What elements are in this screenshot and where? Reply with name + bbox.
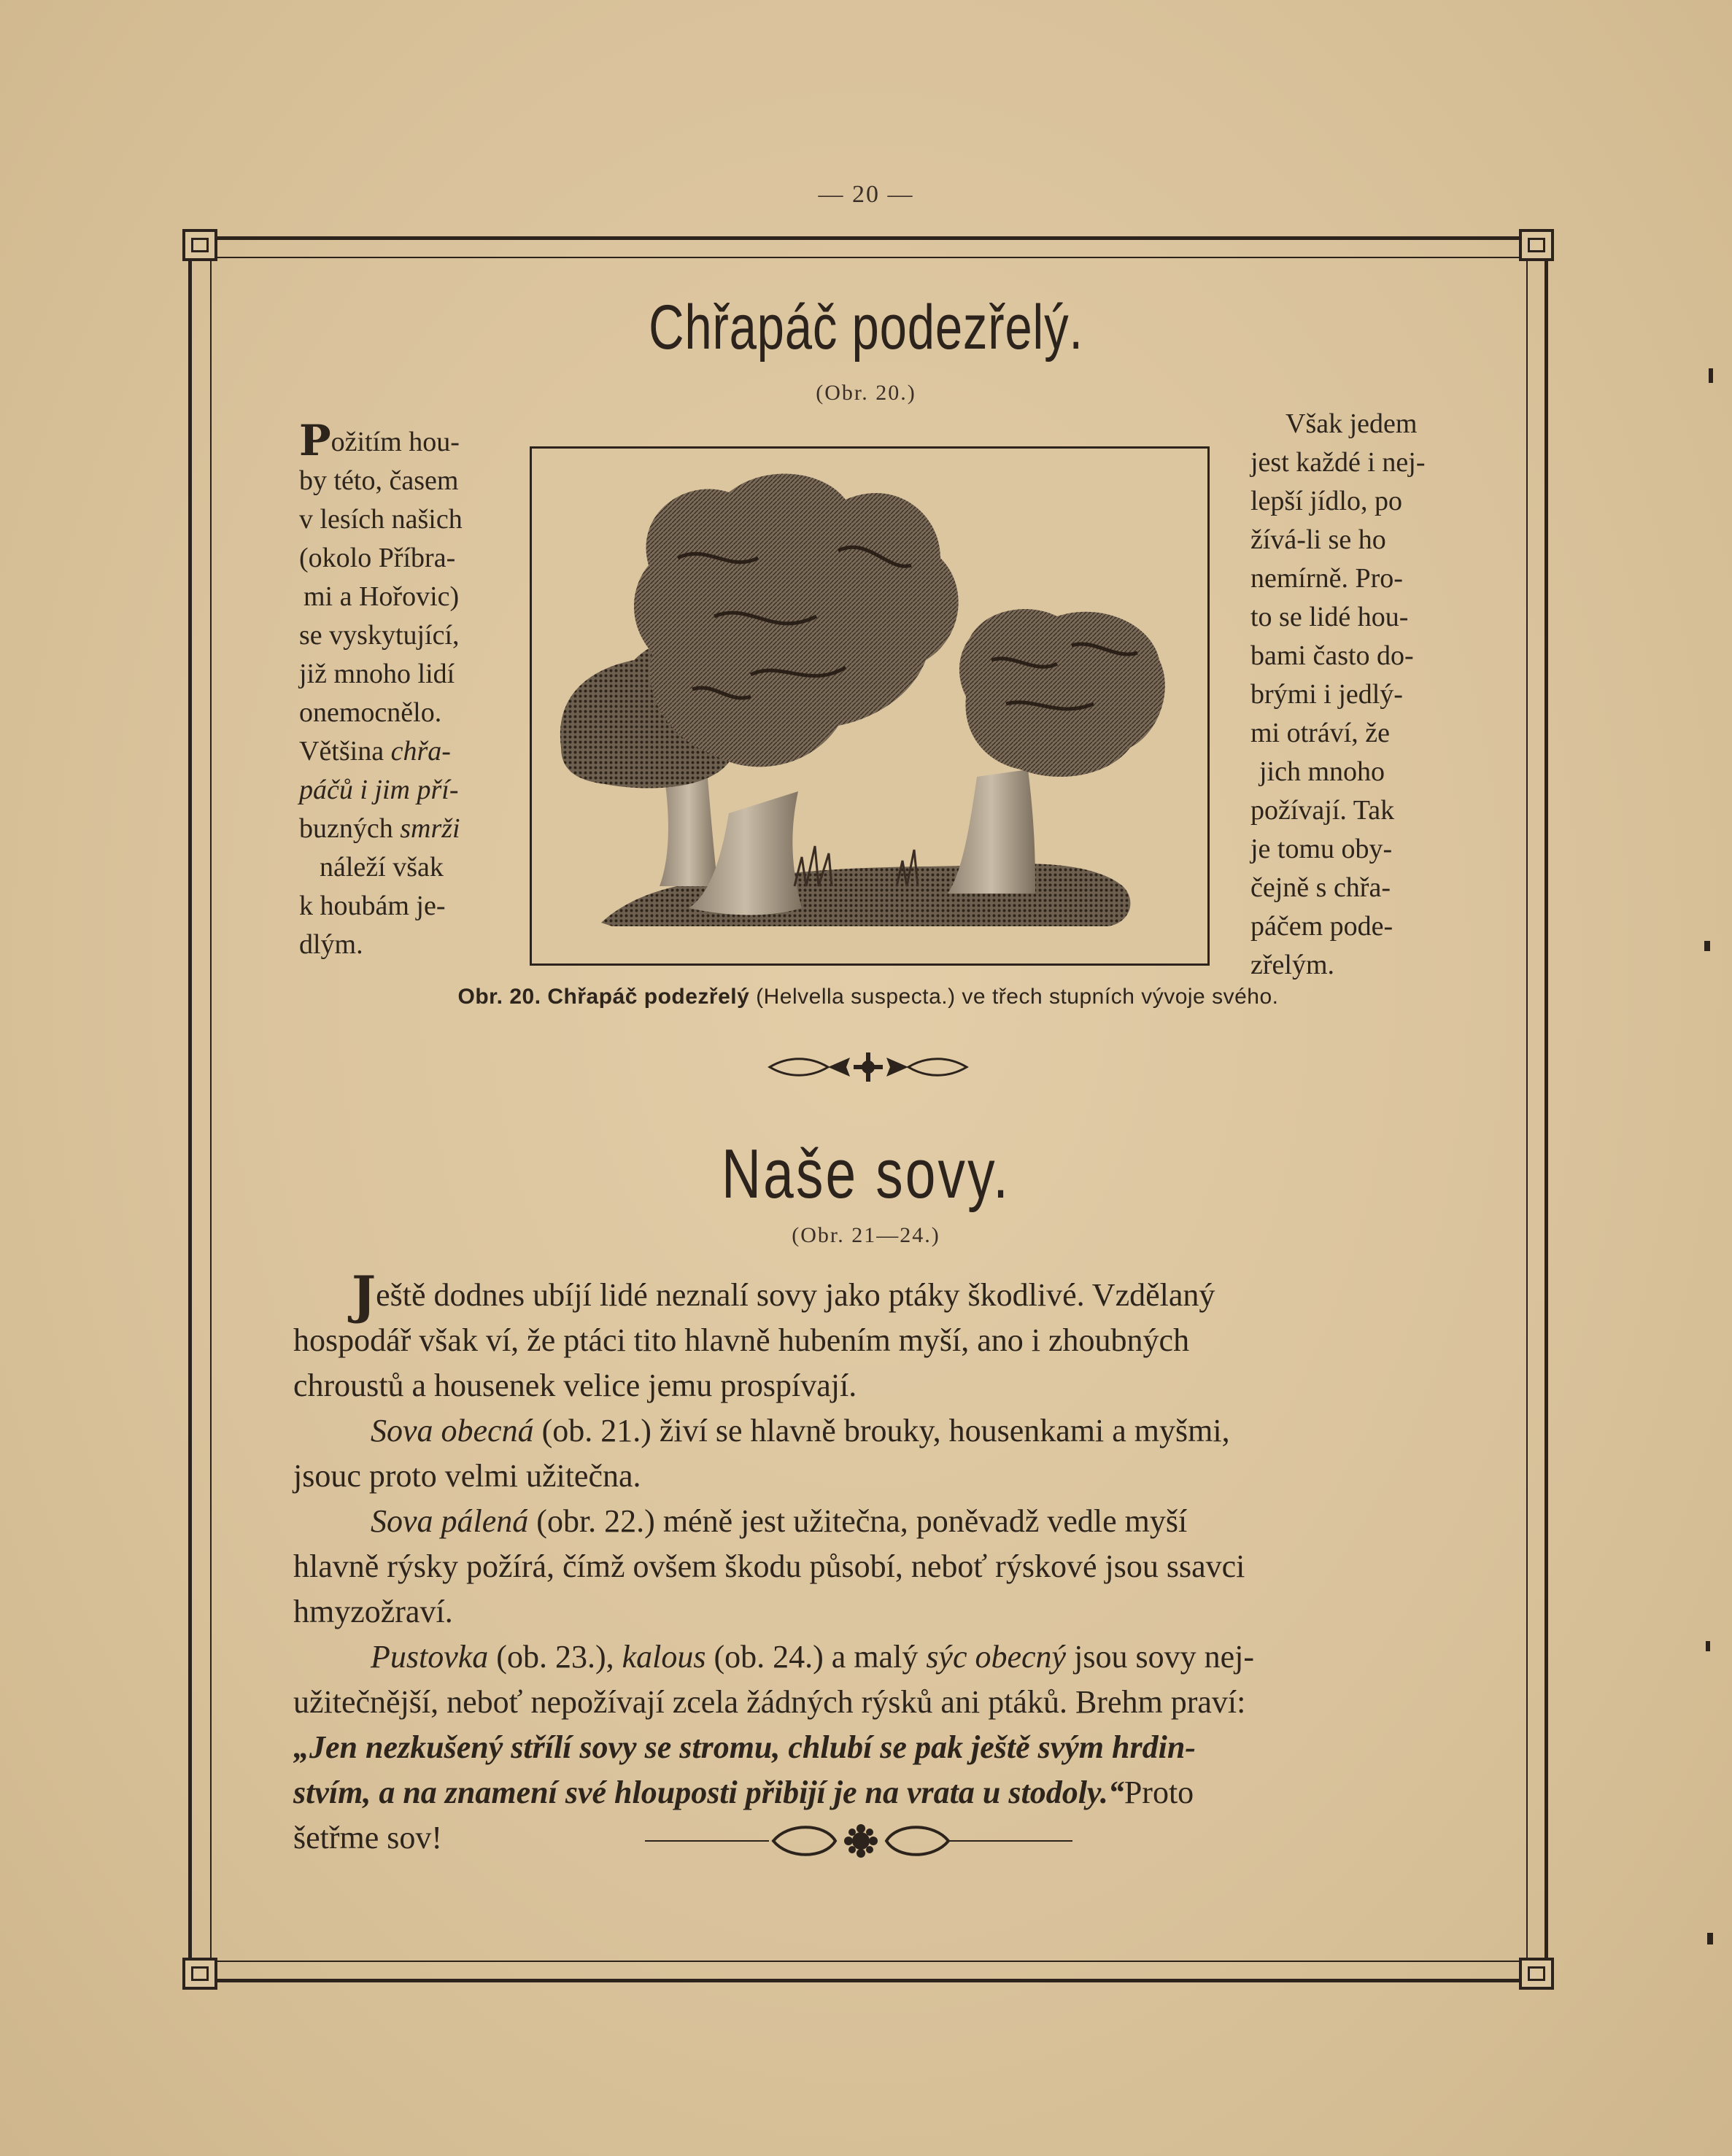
scan-speck <box>1709 368 1713 383</box>
scan-speck <box>1704 941 1710 951</box>
paragraph-line: Pustovka (ob. 23.), kalous (ob. 24.) a malý sýc obecný jsou sovy nej- <box>371 1639 1254 1675</box>
article-body: Ještě dodnes ubíjí lidé neznalí sovy jako ptáky škodlivé. Vzdělaný hospodář však ví, že ptáci tito hlavně hubením myší, ano i zhoubných chroustů a housenek velice jemu prospívají. Sova obecná (ob. 21.) živí se hlavně brouky, housenkami a myšmi, jsouc proto velmi užitečna. Sova pálená (obr. 22.) méně jest užitečna, poněvadž vedle myší hlavně rýsky požírá, čímž ovšem škodu působí, neboť rýskové jsou ssavci hmyzožraví. Pustovka (ob. 23.), kalous (ob. 24.) a malý sýc obecný jsou sovy nej- užitečnější, neboť nepožívají zcela žádných rýsků ani ptáků. Brehm praví: „Jen nezkušený střílí sovy se stromu, chlubí se pak ještě svým hrdin- stvím, a na znamení své hlouposti přibijí je na vrata u stodoly.“ Proto šetřme sov! <box>293 1273 1439 1861</box>
divider-rule <box>645 1840 769 1842</box>
scan-speck <box>1706 1641 1710 1651</box>
article-figure-ref: (Obr. 21—24.) <box>792 1223 940 1247</box>
paragraph-line: stvím, a na znamení své hlouposti přibijí je na vrata u stodoly.“ Proto <box>293 1775 1194 1810</box>
article-figure-ref: (Obr. 20.) <box>816 381 916 405</box>
drop-cap: J <box>352 1265 376 1325</box>
scan-speck <box>1707 1933 1713 1944</box>
left-text-column: Požitím hou- by této, časem v lesích našich (okolo Příbra- mi a Hořovic) se vyskytující, již mnoho lidí onemocnělo. Většina chřa- páčů i jim pří- buzných smrži náleží však k houbám je- dlým. <box>299 416 463 960</box>
frame-corner-ornament <box>182 1958 217 1990</box>
paragraph-line: Sova obecná (ob. 21.) živí se hlavně brouky, housenkami a myšmi, <box>371 1413 1230 1449</box>
frame-corner-ornament <box>182 229 217 261</box>
figure-caption: Obr. 20. Chřapáč podezřelý (Helvella suspecta.) ve třech stupních vývoje svého. <box>457 985 1279 1009</box>
divider-rule <box>948 1840 1072 1842</box>
article-title: Chřapáč podezřelý. <box>649 292 1083 362</box>
end-ornament <box>766 1819 956 1863</box>
page-number: — 20 — <box>818 181 914 208</box>
mushroom-illustration <box>530 446 1210 966</box>
frame-corner-ornament <box>1519 229 1554 261</box>
mushroom-engraving <box>532 449 1212 968</box>
frame-corner-ornament <box>1519 1958 1554 1990</box>
paragraph-line: Sova pálená (obr. 22.) méně jest užitečna, poněvadž vedle myší <box>371 1503 1188 1539</box>
article-title: Naše sovy. <box>721 1135 1011 1213</box>
paragraph-line: Ještě dodnes ubíjí lidé neznalí sovy jako ptáky škodlivé. Vzdělaný <box>352 1265 1215 1325</box>
section-divider-ornament <box>766 1049 970 1085</box>
right-text-column: Však jedem jest každé i nej- lepší jídlo, po žívá-li se ho nemírně. Pro- to se lidé hou- bami často do- brými i jedlý- mi otráví, že jich mnoho požívají. Tak je tomu oby- čejně s chřa- páčem pode- zřelým. <box>1250 408 1426 980</box>
drop-cap: P <box>299 416 331 465</box>
